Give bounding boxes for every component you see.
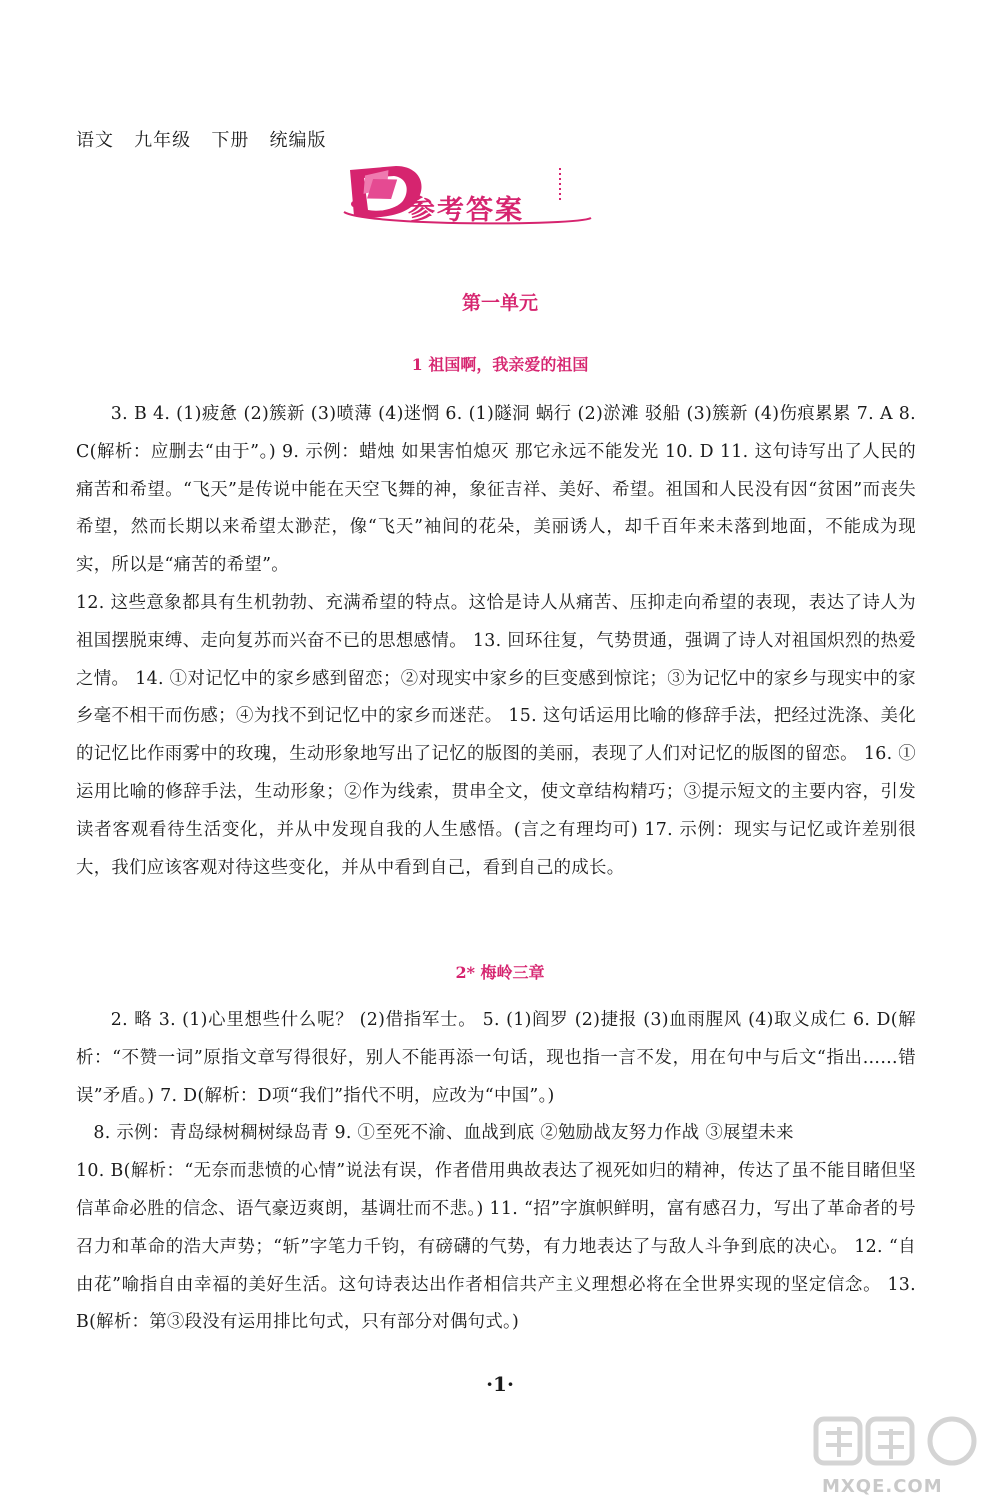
unit-title: 第一单元 — [461, 292, 538, 314]
lesson-title: 1 祖国啊，我亲爱的祖国 — [411, 355, 589, 374]
answer-paragraph: 3. B 4. (1)疲惫 (2)簇新 (3)喷薄 (4)迷惘 6. (1)隧洞 蜗行 (2)淤滩 驳船 (3)簇新 (4)伤痕累累 7. A 8. C(解析：应删去“由于”。) 9. 示例：蜡烛 如果害怕熄灭 那它永远不能发光 10. D 11. 这句诗写出了人民的痛苦和希望。“飞天”是传说中能在天空飞舞的神，象征吉祥、美好、希望。祖国和人民没有因“贫困”而丧失希望，然而长期以来希望太渺茫，像“飞天”袖间的花朵，美丽诱人，却千百年来未落到地面，不能成为现实，所以是“痛苦的希望”。 — [76, 404, 916, 576]
book-header: 语文 九年级 下册 统编版 — [76, 130, 327, 151]
answer-paragraph: 10. B(解析：“无奈而悲愤的心情”说法有误，作者借用典故表达了视死如归的精神，传达了虽不能目睹但坚信革命必胜的信念、语气豪迈爽朗，基调壮而不悲。) 11. “招”字旗帜鲜明，富有感召力，写出了革命者的号召力和革命的浩大声势；“斩”字笔力千钧，有磅礴的气势，有力地表达了与敌人斗争到底的决心。 12. “自由花”喻指自由幸福的美好生活。这句诗表达出作者相信共产主义理想必将在全世界实现的坚定信念。 13. B(解析：第③段没有运用排比句式，只有部分对偶句式。) — [76, 1161, 916, 1333]
page-number: ·1· — [486, 1372, 514, 1396]
lesson-title: 2* 梅岭三章 — [455, 963, 545, 982]
answer-paragraph: 12. 这些意象都具有生机勃勃、充满希望的特点。这恰是诗人从痛苦、压抑走向希望的表现，表达了诗人为祖国摆脱束缚、走向复苏而兴奋不已的思想感情。 13. 回环往复，气势贯通，强调了诗人对祖国炽烈的热爱之情。 14. ①对记忆中的家乡感到留恋；②对现实中家乡的巨变感到惊诧；③为记忆中的家乡与现实中的家乡毫不相干而伤感；④为找不到记忆中的家乡而迷茫。 15. 这句话运用比喻的修辞手法，把经过洗涤、美化的记忆比作雨雾中的玫瑰，生动形象地写出了记忆的版图的美丽，表现了人们对记忆的版图的留恋。 16. ①运用比喻的修辞手法，生动形象；②作为线索，贯串全文，使文章结构精巧；③提示短文的主要内容，引发读者客观看待生活变化，并从中发现自我的人生感悟。(言之有理均可) 17. 示例：现实与记忆或许差别很大，我们应该客观对待这些变化，并从中看到自己，看到自己的成长。 — [76, 592, 916, 878]
answer-banner-title: 参考答案 — [408, 195, 524, 226]
answer-paragraph: 8. 示例：青岛绿树稠树绿岛青 9. ①至死不渝、血战到底 ②勉励战友努力作战 ③展望未来 — [93, 1123, 794, 1144]
lesson-answers — [76, 1002, 916, 1342]
watermark-text: MXQE.COM — [822, 1476, 943, 1497]
answer-paragraph: 2. 略 3. (1)心里想些什么呢？ (2)借指军士。 5. (1)阎罗 (2)捷报 (3)血雨腥风 (4)取义成仁 6. D(解析：“不赞一词”原指文章写得很好，别人不能再添一句话，现也指一言不发，用在句中与后文“指出……错误”矛盾。) 7. D(解析：D项“我们”指代不明，应改为“中国”。) — [76, 1010, 916, 1106]
lesson-answers — [76, 396, 916, 887]
